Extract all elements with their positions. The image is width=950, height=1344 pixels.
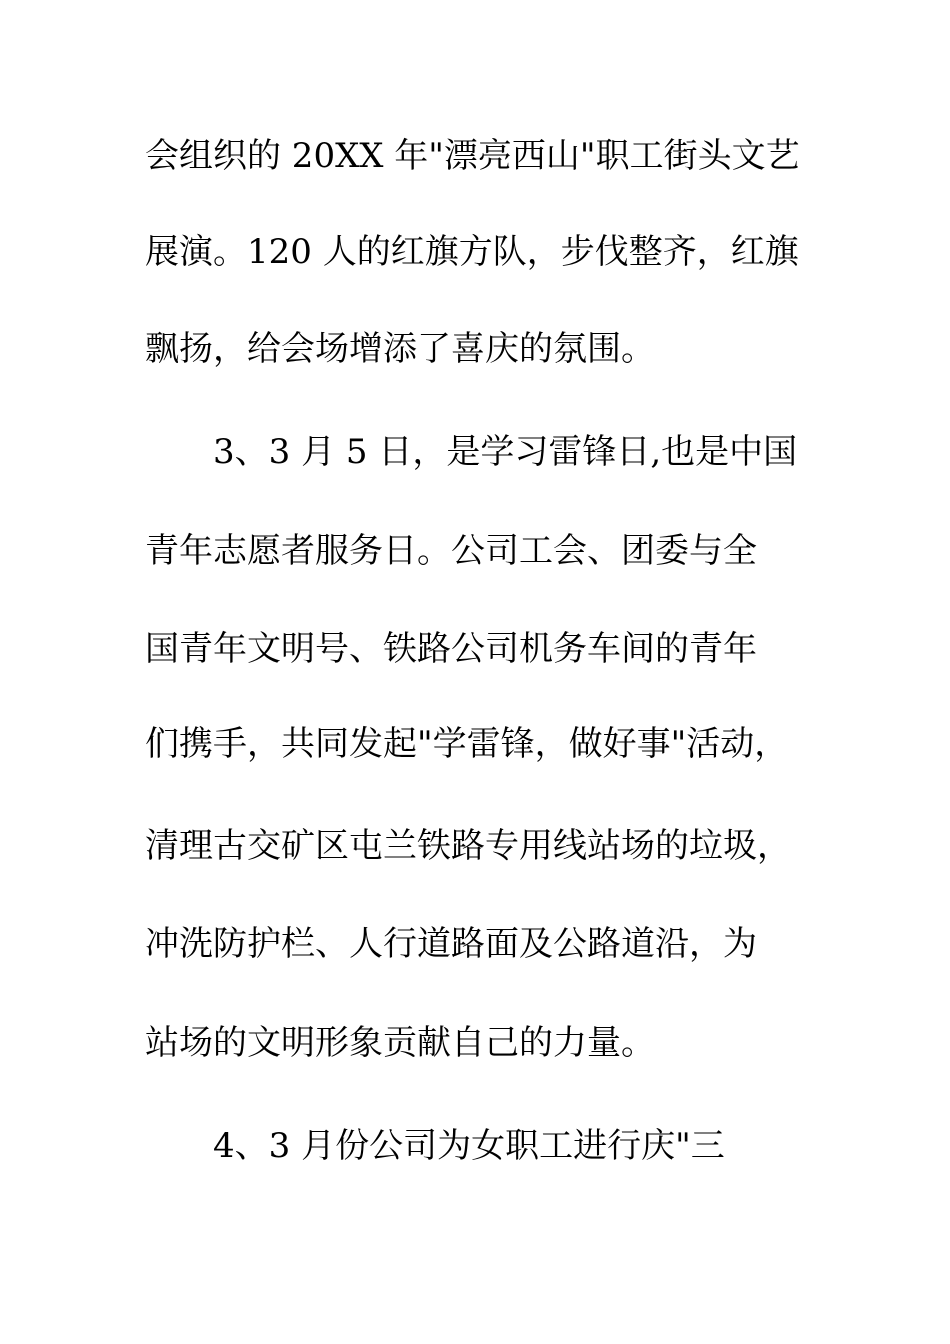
- paragraph-start-line: 4、3 月份公司为女职工进行庆"三: [213, 1126, 725, 1166]
- text-line: 站场的文明形象贡献自己的力量。: [145, 1023, 655, 1063]
- paragraph-start-line: 3、3 月 5 日，是学习雷锋日,也是中国: [213, 432, 798, 472]
- text-line: 会组织的 20XX 年"漂亮西山"职工街头文艺: [145, 136, 800, 176]
- text-line: 青年志愿者服务日。公司工会、团委与全: [145, 531, 757, 571]
- text-line: 们携手，共同发起"学雷锋，做好事"活动，: [145, 724, 789, 764]
- text-line: 展演。120 人的红旗方队，步伐整齐，红旗: [145, 232, 799, 272]
- text-line: 冲洗防护栏、人行道路面及公路道沿，为: [145, 924, 757, 964]
- text-line: 飘扬，给会场增添了喜庆的氛围。: [145, 329, 655, 369]
- text-line: 国青年文明号、铁路公司机务车间的青年: [145, 629, 757, 669]
- text-line: 清理古交矿区屯兰铁路专用线站场的垃圾，: [145, 826, 791, 866]
